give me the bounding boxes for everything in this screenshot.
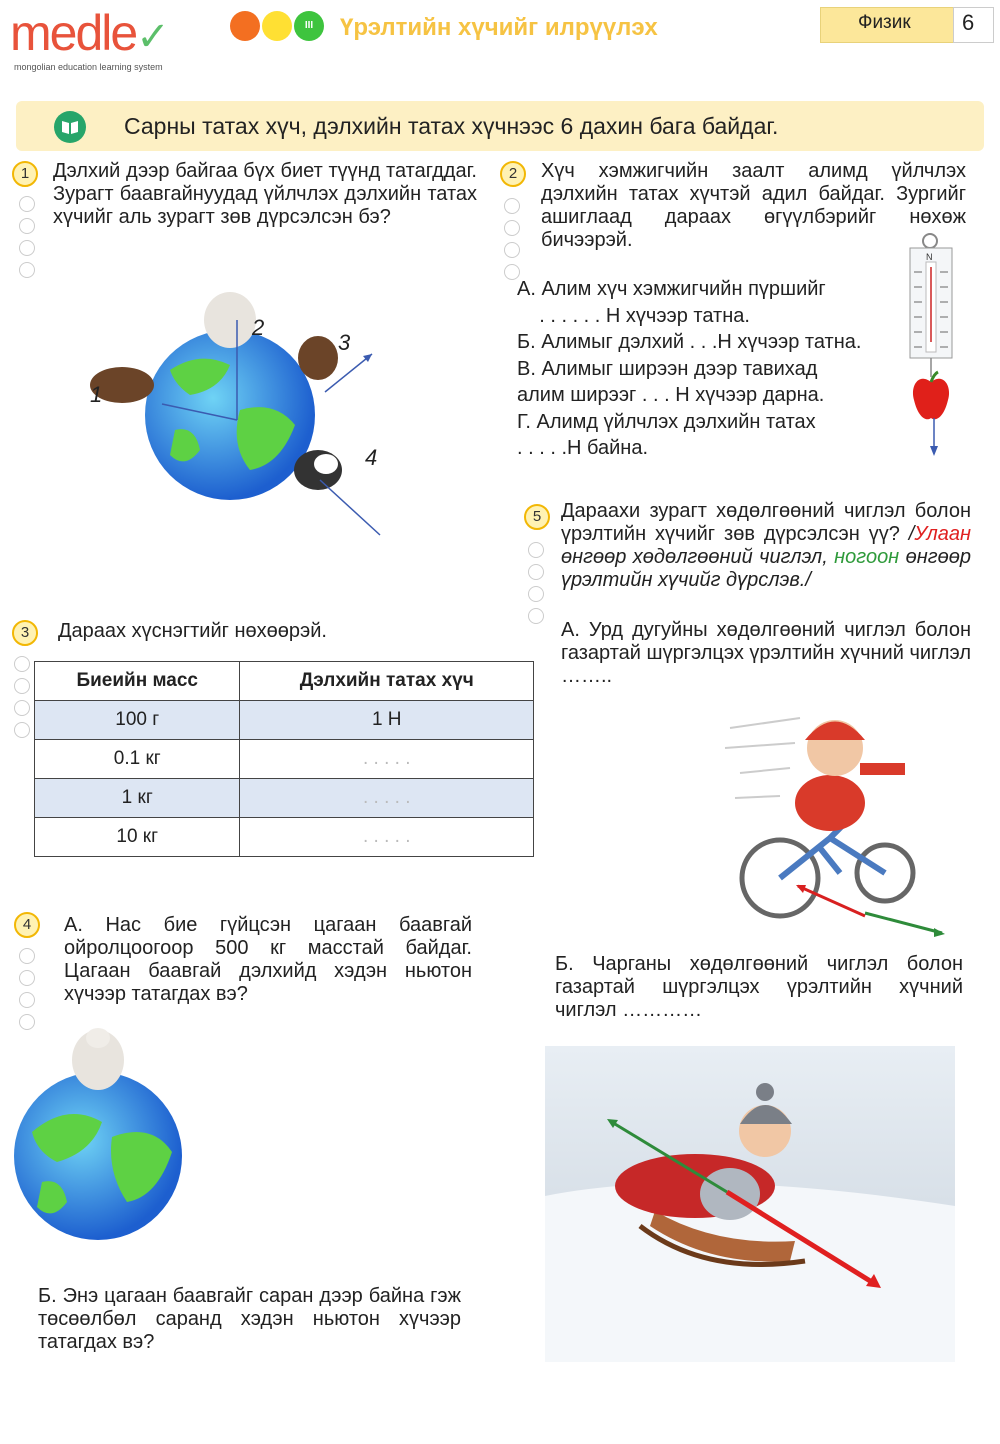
answer-radio[interactable]	[19, 948, 35, 964]
question-2-text: Хүч хэмжигчийн заалт алимд үйлчлэх дэлхийн татах хүчтэй адил байдаг. Зургийг ашиглаад дараах өгүүлбэрийг нөхөж бичээрэй.	[541, 160, 966, 251]
fact-text: Сарны татах хүч, дэлхийн татах хүчнээс 6 дахин бага байдаг.	[124, 113, 779, 139]
level-dot-orange	[230, 11, 260, 41]
scale-unit-label: N	[926, 252, 933, 262]
answer-radio[interactable]	[19, 196, 35, 212]
table-cell: 1 кг	[35, 779, 240, 818]
answer-radio[interactable]	[528, 608, 544, 624]
answer-radio[interactable]	[14, 700, 30, 716]
table-cell: 1 Н	[240, 701, 534, 740]
mass-force-table	[34, 661, 534, 857]
table-cell: 0.1 кг	[35, 740, 240, 779]
option-line: В. Алимыг ширээн дээр тавихад	[517, 357, 818, 380]
green-word: ногоон	[834, 546, 900, 568]
question-5-text	[561, 500, 971, 592]
q5-friction: өнгөөр үрэлтийн хүчийг дүрслэв./	[561, 546, 971, 591]
option-line: . . . . . . Н хүчээр татна.	[517, 304, 750, 327]
answer-blank[interactable]: . . . . .	[240, 740, 534, 779]
answer-radio[interactable]	[528, 564, 544, 580]
answer-radio[interactable]	[504, 198, 520, 214]
table-row	[35, 818, 534, 857]
grade-number: 6	[962, 10, 975, 35]
answer-radio[interactable]	[504, 220, 520, 236]
question-number: 4	[14, 912, 40, 938]
answer-blank[interactable]: . . . . .	[240, 818, 534, 857]
question-4b-text: Б. Энэ цагаан баавгайг саран дээр байна гэж төсөөлбөл саранд хэдэн ньютон хүчээр татагдах вэ?	[38, 1285, 461, 1353]
earth-bears-illustration	[80, 280, 400, 540]
logo: medle✓	[10, 5, 168, 61]
table-header: Биеийн масс	[35, 662, 240, 701]
answer-radio[interactable]	[19, 218, 35, 234]
q5-intro: Дараахи зурагт хөдөлгөөний чиглэл болон үрэлтийн хүчийг зөв дүрсэлсэн үү?	[561, 500, 971, 545]
child-on-sled-photo	[545, 1046, 955, 1362]
bear-label-1: 1	[90, 382, 103, 407]
answer-radio[interactable]	[14, 722, 30, 738]
answer-blank[interactable]: . . . . .	[240, 779, 534, 818]
bear-label-3: 3	[338, 330, 351, 355]
answer-radio[interactable]	[504, 242, 520, 258]
answer-radio[interactable]	[19, 240, 35, 256]
logo-tagline: mongolian education learning system	[14, 62, 163, 72]
boy-on-bicycle-illustration	[720, 688, 950, 938]
level-dot-green: III	[294, 11, 324, 41]
option-line: Г. Алимд үйлчлэх дэлхийн татах	[517, 410, 816, 433]
level-dot-yellow	[262, 11, 292, 41]
table-cell: 100 г	[35, 701, 240, 740]
answer-radio[interactable]	[14, 656, 30, 672]
question-1-text: Дэлхий дээр байгаа бүх биет түүнд татагддаг. Зурагт баавгайнуудад үйлчлэх дэлхийн татах хүчийг аль зурагт зөв дүрсэлсэн бэ?	[53, 160, 477, 228]
q5-motion: өнгөөр хөдөлгөөний чиглэл,	[561, 546, 828, 568]
red-word: Улаан	[914, 523, 971, 545]
answer-radio[interactable]	[528, 586, 544, 602]
subject-label: Физик	[858, 12, 911, 33]
option-line: алим ширээг . . . Н хүчээр дарна.	[517, 384, 825, 406]
q5-slash: /	[908, 523, 915, 545]
worksheet-title: Үрэлтийн хүчийг илрүүлэх	[340, 14, 658, 41]
answer-radio[interactable]	[14, 678, 30, 694]
table-row	[35, 701, 534, 740]
question-5a-text: А. Урд дугуйны хөдөлгөөний чиглэл болон газартай шүргэлцэх үрэлтийн хүчний чиглэл ……..	[561, 619, 971, 687]
question-4a-text: А. Нас бие гүйцсэн цагаан баавгай ойролцоогоор 500 кг масстай байдаг. Цагаан баавгай дэлхийд хэдэн ньютон хүчээр татагдах вэ?	[64, 914, 472, 1005]
earth-polar-bear-illustration	[12, 1022, 187, 1240]
answer-radio[interactable]	[19, 970, 35, 986]
option-line: Б. Алимыг дэлхий . . .Н хүчээр татна.	[517, 331, 862, 353]
spring-scale-apple-illustration	[900, 232, 962, 460]
bear-label-4: 4	[365, 445, 378, 470]
question-number: 1	[12, 161, 38, 187]
question-5b-text: Б. Чарганы хөдөлгөөний чиглэл болон газартай шүргэлцэх үрэлтийн хүчний чиглэл …………	[555, 953, 963, 1021]
question-number: 5	[524, 504, 550, 530]
answer-radio[interactable]	[19, 992, 35, 1008]
book-icon	[54, 111, 86, 143]
answer-radio[interactable]	[528, 542, 544, 558]
table-header: Дэлхийн татах хүч	[240, 662, 534, 701]
table-cell: 10 кг	[35, 818, 240, 857]
question-number: 2	[500, 161, 526, 187]
table-row	[35, 779, 534, 818]
question-2-options	[517, 276, 907, 462]
bear-label-2: 2	[252, 315, 265, 340]
option-line: А. Алим хүч хэмжигчийн пүршийг	[517, 278, 826, 300]
option-line: . . . . .Н байна.	[517, 437, 649, 459]
question-number: 3	[12, 620, 38, 646]
table-row	[35, 740, 534, 779]
question-3-text: Дараах хүснэгтийг нөхөөрэй.	[58, 620, 327, 642]
answer-radio[interactable]	[19, 262, 35, 278]
